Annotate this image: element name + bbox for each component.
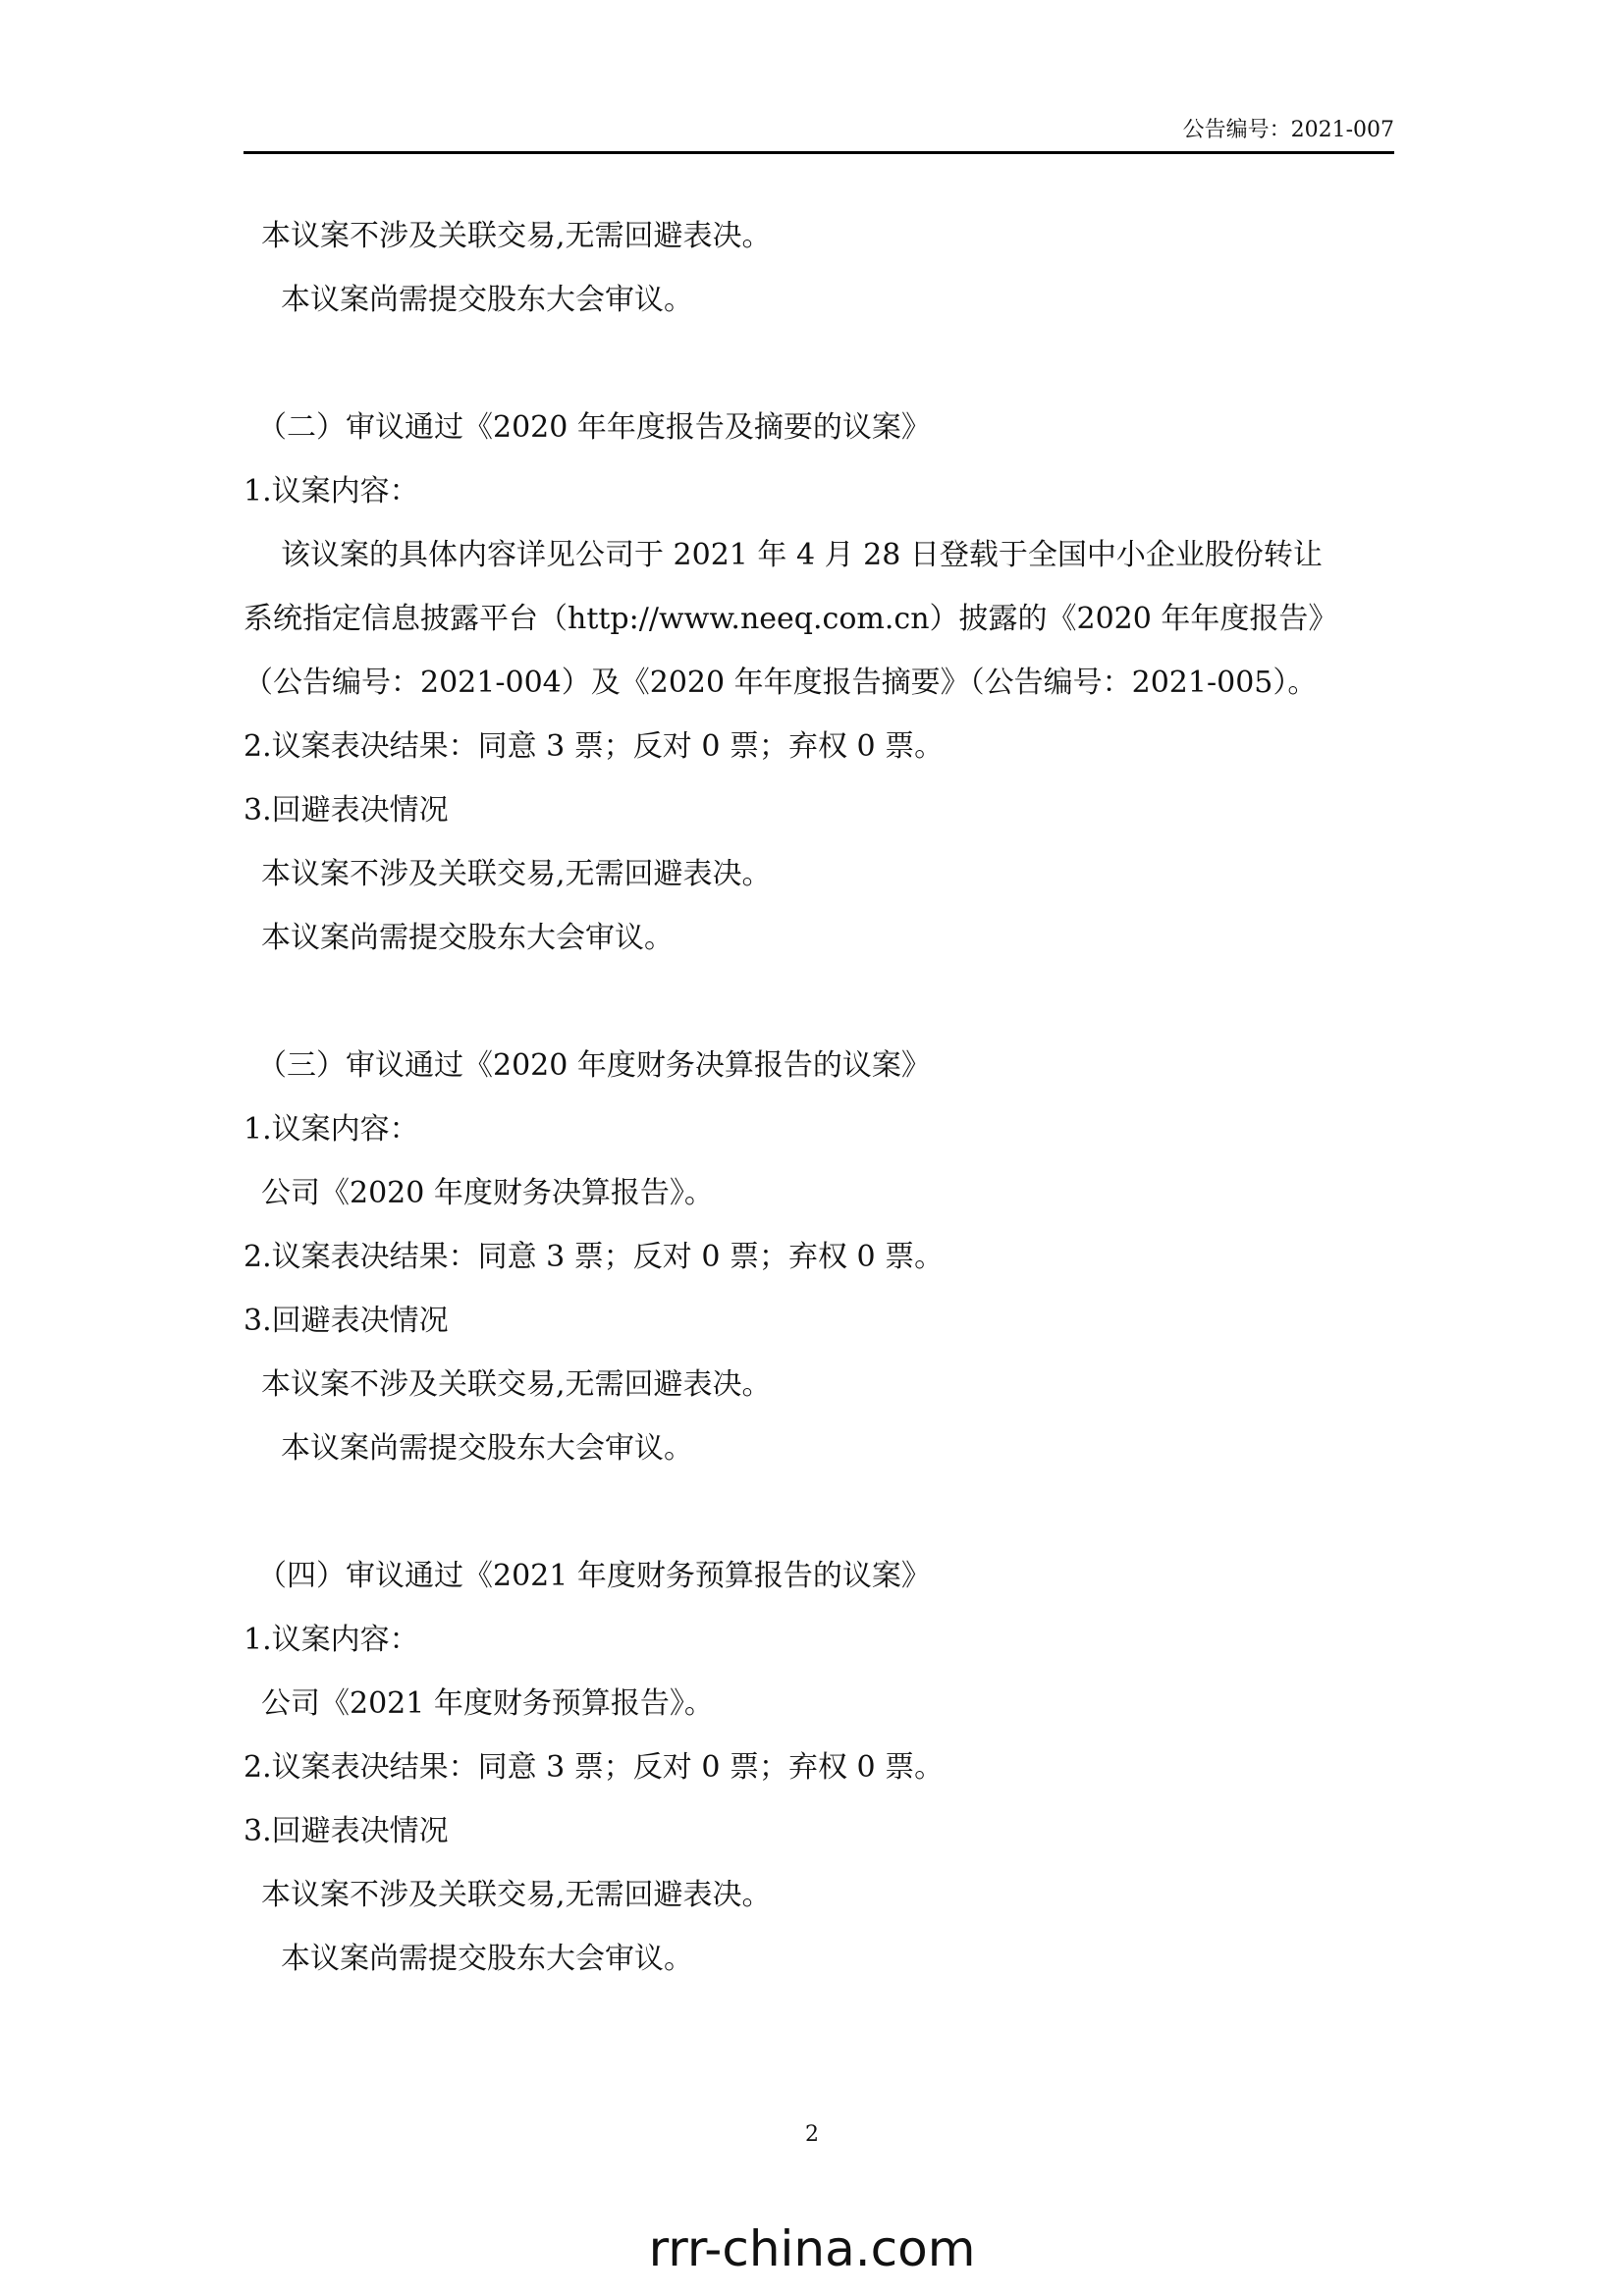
section4-vote-result: 2.议案表决结果：同意 3 票；反对 0 票；弃权 0 票。: [244, 1750, 945, 1785]
section2-content-label: 1.议案内容：: [244, 474, 419, 508]
section4-submit-text: 本议案尚需提交股东大会审议。: [281, 1942, 693, 1976]
section3-content-text: 公司《2020 年度财务决算报告》。: [261, 1176, 714, 1210]
section3-vote-result: 2.议案表决结果：同意 3 票；反对 0 票；弃权 0 票。: [244, 1240, 945, 1274]
section4-avoid-text: 本议案不涉及关联交易,无需回避表决。: [261, 1878, 772, 1912]
spacer: [244, 332, 1394, 396]
section3-avoid-label: 3.回避表决情况: [244, 1304, 449, 1338]
section4-heading: （四）审议通过《2021 年度财务预算报告的议案》: [257, 1559, 931, 1593]
section2-heading: （二）审议通过《2020 年年度报告及摘要的议案》: [257, 410, 931, 445]
spacer: [244, 970, 1394, 1034]
document-body: [244, 204, 1394, 1991]
section2-avoid-label: 3.回避表决情况: [244, 793, 449, 828]
section1-submit-text: 本议案尚需提交股东大会审议。: [281, 283, 693, 317]
spacer: [244, 1480, 1394, 1544]
section4-content-label: 1.议案内容：: [244, 1623, 419, 1657]
page-number: 2: [805, 2122, 819, 2147]
section2-content-line1: 该议案的具体内容详见公司于 2021 年 4 月 28 日登载于全国中小企业股份转让: [281, 538, 1323, 572]
section3-heading: （三）审议通过《2020 年度财务决算报告的议案》: [257, 1048, 931, 1083]
section3-submit-text: 本议案尚需提交股东大会审议。: [281, 1431, 693, 1466]
section2-vote-result: 2.议案表决结果：同意 3 票；反对 0 票；弃权 0 票。: [244, 729, 945, 764]
section2-submit-text: 本议案尚需提交股东大会审议。: [261, 921, 674, 955]
page-header: [244, 116, 1394, 154]
section4-content-text: 公司《2021 年度财务预算报告》。: [261, 1686, 714, 1721]
section3-content-label: 1.议案内容：: [244, 1112, 419, 1147]
section2-avoid-text: 本议案不涉及关联交易,无需回避表决。: [261, 857, 772, 891]
section3-avoid-text: 本议案不涉及关联交易,无需回避表决。: [261, 1367, 772, 1402]
section4-avoid-label: 3.回避表决情况: [244, 1814, 449, 1848]
watermark-text: rrr-china.com: [648, 2220, 976, 2277]
section1-avoid-text: 本议案不涉及关联交易,无需回避表决。: [261, 219, 772, 253]
notice-number: 公告编号：2021-007: [1182, 118, 1394, 142]
section2-content-line2: 系统指定信息披露平台（http://www.neeq.com.cn）披露的《2020 年年度报告》: [244, 602, 1338, 636]
section2-content-line3: （公告编号：2021-004）及《2020 年年度报告摘要》（公告编号：2021-005）。: [244, 666, 1318, 700]
